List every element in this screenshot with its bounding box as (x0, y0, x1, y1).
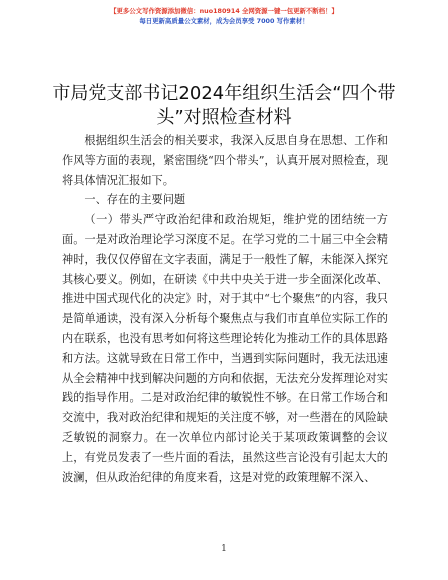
promo-banner (0, 6, 448, 26)
document-title: 市局党支部书记2024年组织生活会“四个带头”对照检查材料 (52, 83, 396, 128)
body-paragraph: （一）带头严守政治纪律和政治规矩，维护党的团结统一方面。一是对政治理论学习深度不足。在学习党的二十届三中全会精神时，我仅仅停留在文字表面，满足于一般性了解，未能深入探究其核心要义。例如，在研读《中共中央关于进一步全面深化改革、推进中国式现代化的决定》时，对于其中“七个聚焦”的内容，我只是简单通读，没有深入分析每个聚焦点与我们市直单位实际工作的内在联系，也没有思考如何将这些理论转化为推动工作的具体思路和方法。这就导致在日常工作中，当遇到实际问题时，我无法迅速从全会精神中找到解决问题的方向和依据，无法充分发挥理论对实践的指导作用。二是对政治纪律的敏锐性不够。在日常工作场合和交流中，我对政治纪律和规矩的关注度不够，对一些潜在的风险缺乏敏锐的洞察力。在一次单位内部讨论关于某项政策调整的会议上，有党员发表了一些片面的看法，虽然这些言论没有引起太大的波澜，但从政治纪律的角度来看，这是对党的政策理解不深入、 (62, 213, 388, 484)
promo-banner-line-1: 【更多公文写作资源添加微信：nuo180914 全网资源一键一包更新不断档！】 (110, 7, 338, 15)
section-heading: 一、存在的主要问题 (84, 193, 186, 207)
document-body (62, 131, 388, 487)
page-number: 1 (221, 544, 227, 554)
intro-paragraph: 根据组织生活会的相关要求，我深入反思自身在思想、工作和作风等方面的表现，紧密围绕“四个带头”，认真开展对照检查，现将具体情况汇报如下。 (62, 134, 388, 187)
promo-banner-line-2: 每日更新高质量公文素材，成为会员享受 7000 写作素材！ (139, 17, 309, 25)
